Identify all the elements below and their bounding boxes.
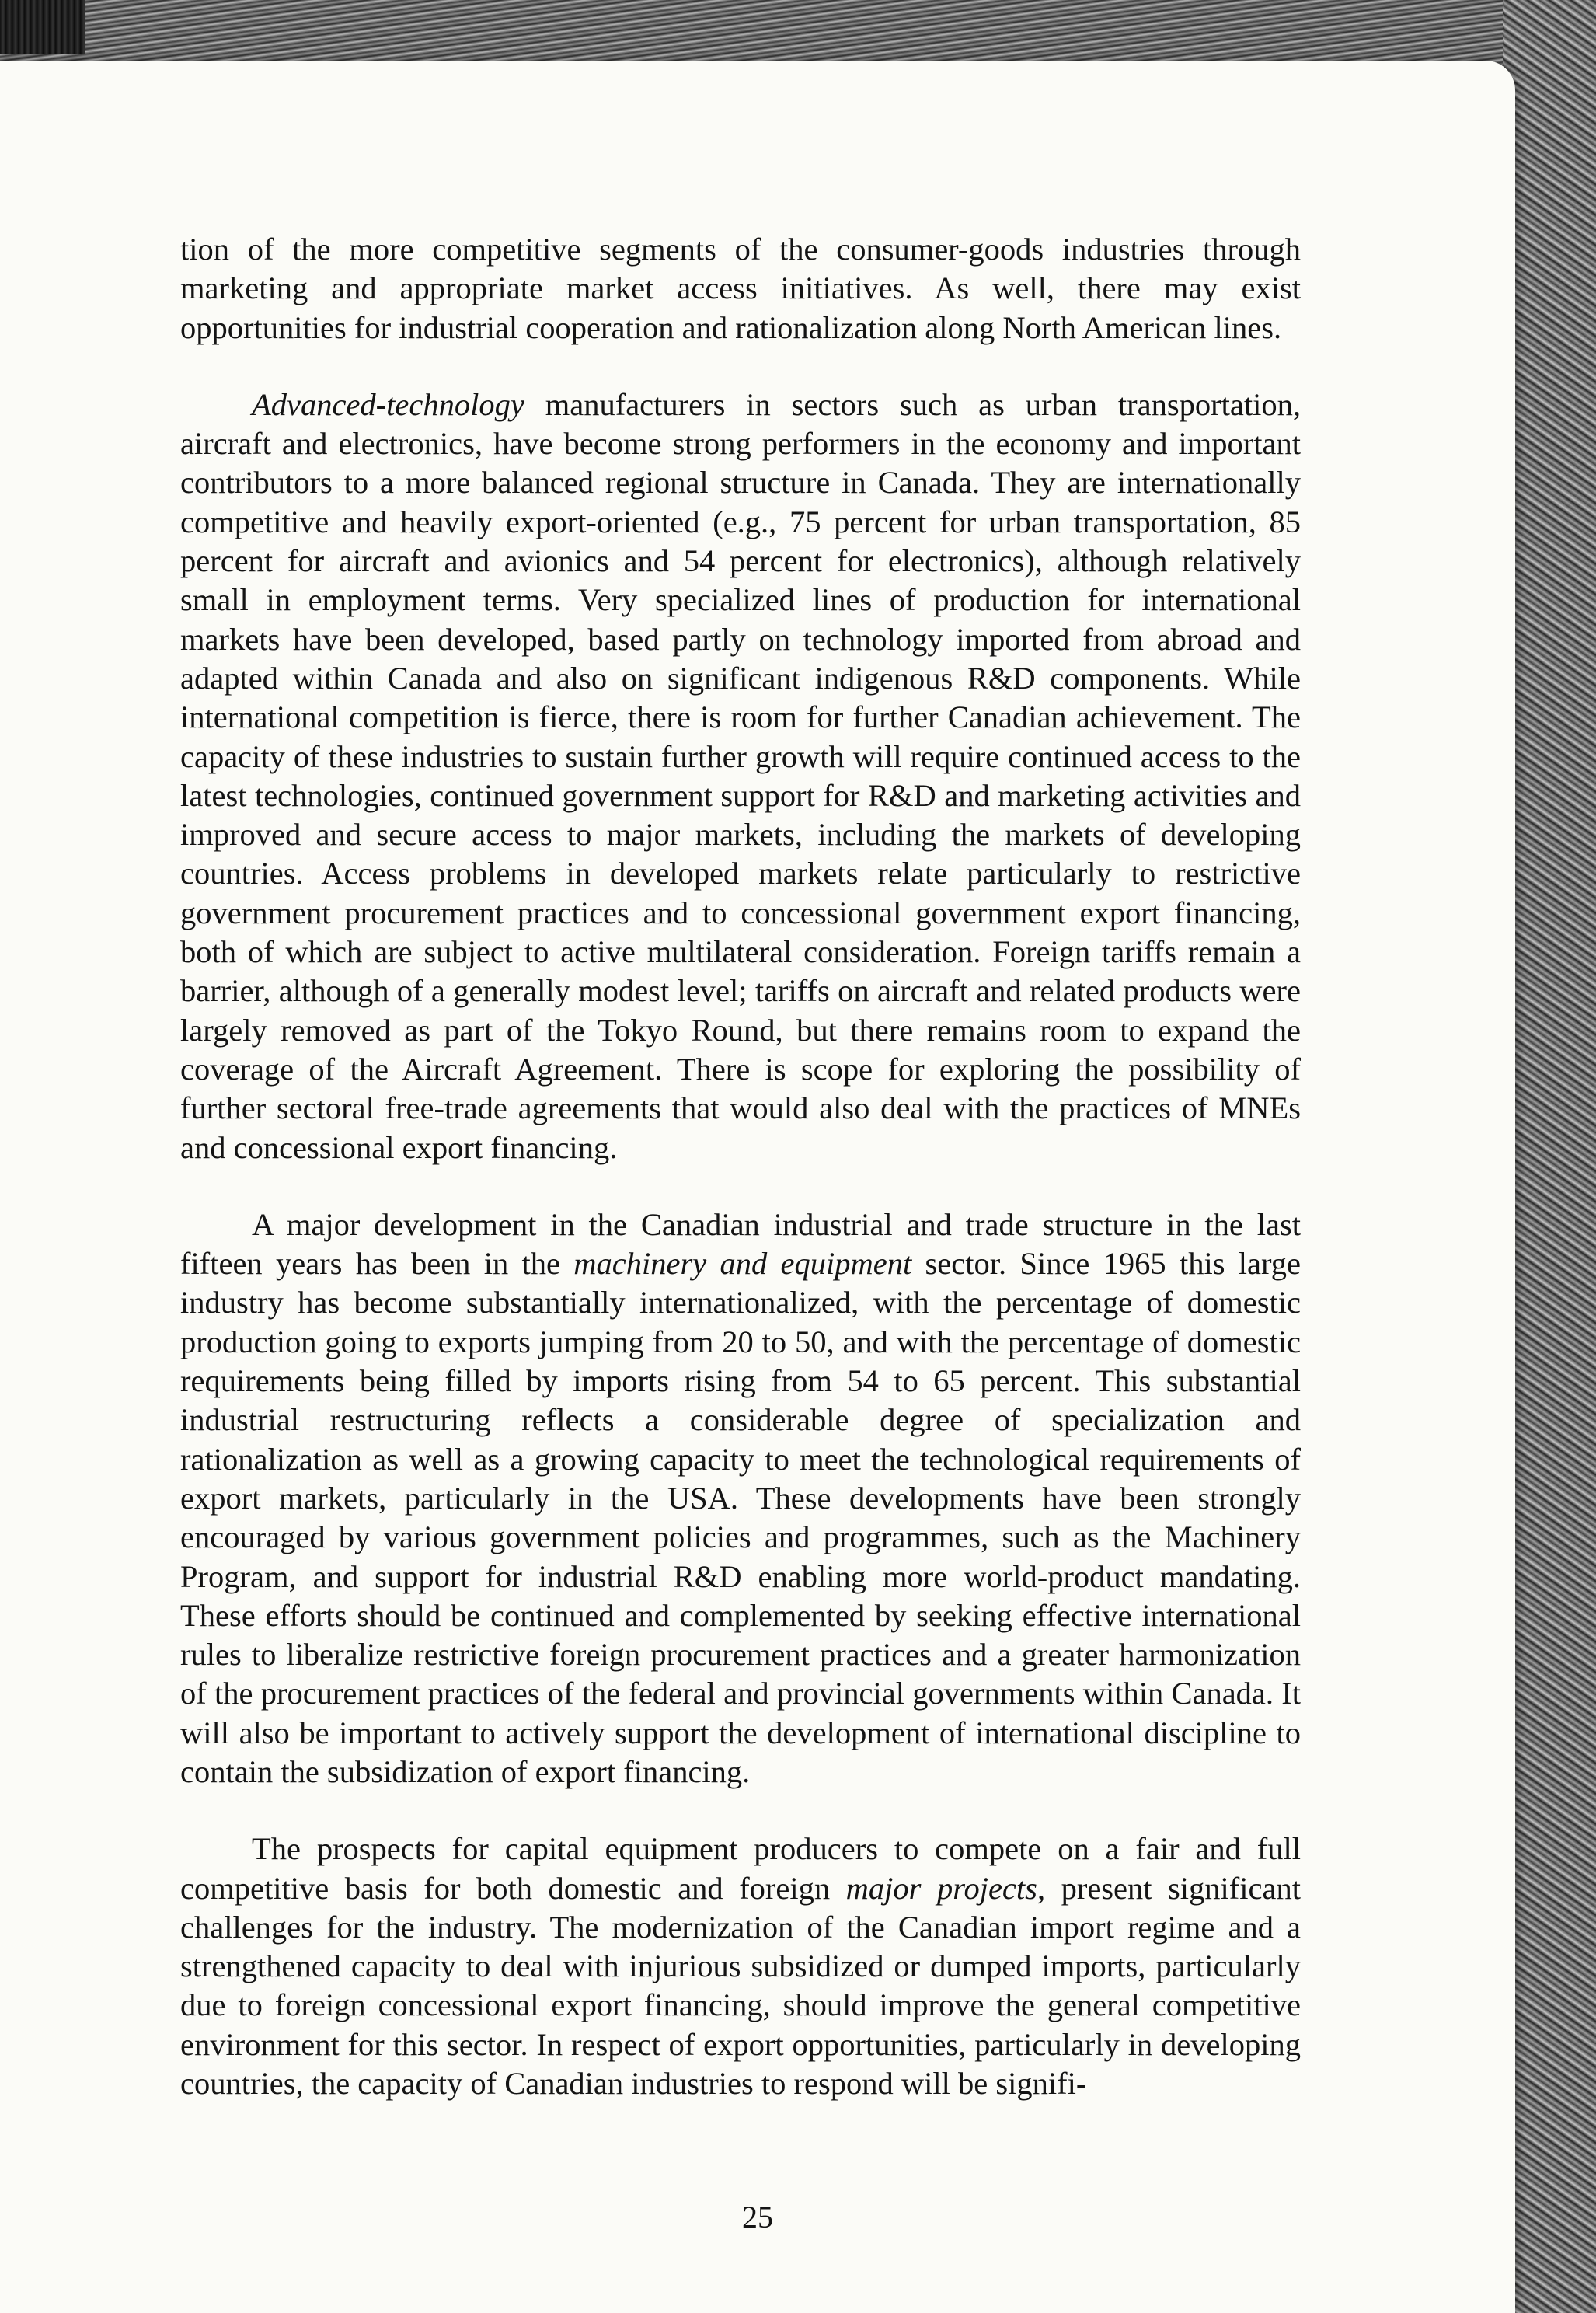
paragraph-4-text-b: , present significant challenges for the industry. The modernization of the Canadian import regime and a strengthened capacity to deal with injurious subsidized or dumped imports, particularly due to foreign concessional export financing, should improve the general competitive environment for this sector. In respect of export opportunities, particularly in developing countries, the capacity of Canadian industries to respond will be signifi- — [180, 1870, 1302, 2102]
paragraph-4 — [180, 1830, 1301, 2103]
paragraph-2-text: manufacturers in sectors such as urban transportation, aircraft and electronics, have become strong performers in the economy and important contributors to a more balanced regional structure in Canada. They are internationally competitive and heavily export-oriented (e.g., 75 percent for urban transportation, 85 percent for aircraft and avionics and 54 percent for electronics), although relatively small in employment terms. Very specialized lines of production for international markets have been developed, based partly on technology imported from abroad and adapted within Canada and also on significant indigenous R&D components. While international competition is fierce, there is room for further Canadian achievement. The capacity of these industries to sustain further growth will require continued access to the latest technologies, continued government support for R&D and marketing activities and improved and secure access to major markets, including the markets of developing countries. Access problems in developed markets relate particularly to restrictive government procurement practices and to concessional government export financing, both of which are subject to active multilateral consideration. Foreign tariffs remain a barrier, although of a generally modest level; tariffs on aircraft and related products were largely removed as part of the Tokyo Round, but there remains room to expand the coverage of the Aircraft Agreement. There is scope for exploring the possibility of further sectoral free-trade agreements that would also deal with the practices of MNEs and concessional export financing. — [180, 386, 1301, 1165]
paragraph-3-term: machinery and equipment — [573, 1246, 912, 1282]
paragraph-3-text-b: sector. Since 1965 this large industry has become substantially internationalized, with the percentage of domestic production going to exports jumping from 20 to 50, and with the percentage of domestic requirements being filled by imports rising from 54 to 65 percent. This substantial industrial restructuring reflects a considerable degree of specialization and rationalization as well as a growing capacity to meet the technological requirements of export markets, particularly in the USA. These developments have been strongly encouraged by various government policies and programmes, such as the Machinery Program, and support for industrial R&D enabling more world-product mandating. These efforts should be continued and complemented by seeking effective international rules to liberalize restrictive foreign procurement practices and a greater harmonization of the procurement practices of the federal and provincial governments within Canada. It will also be important to actively support the development of international discipline to contain the subsidization of export financing. — [180, 1246, 1301, 1789]
paragraph-4-term: major projects — [845, 1870, 1037, 1906]
body-text — [180, 230, 1301, 2103]
paragraph-2-term: Advanced-technology — [252, 386, 524, 422]
paragraph-2 — [180, 386, 1301, 1167]
paragraph-1 — [180, 230, 1301, 347]
paragraph-1-text: tion of the more competitive segments of the consumer-goods industries through marketing and appropriate market access initiatives. As well, there may exist opportunities for industrial cooperation and rationalization along North American lines. — [180, 232, 1301, 345]
paragraph-3 — [180, 1205, 1301, 1791]
paragraph-3-text-a: A major development in the Canadian industrial and trade structure in the last fifteen years has been in the — [180, 1206, 1301, 1282]
paragraph-4-text-a: The prospects for capital equipment producers to compete on a fair and full competitive basis for both domestic and foreign — [180, 1831, 1301, 1906]
scan-edge-right — [1503, 0, 1596, 2313]
document-page — [0, 61, 1515, 2313]
scan-binding-mark — [0, 0, 85, 54]
scan-edge-top — [0, 0, 1596, 68]
page-number: 25 — [742, 2200, 773, 2235]
